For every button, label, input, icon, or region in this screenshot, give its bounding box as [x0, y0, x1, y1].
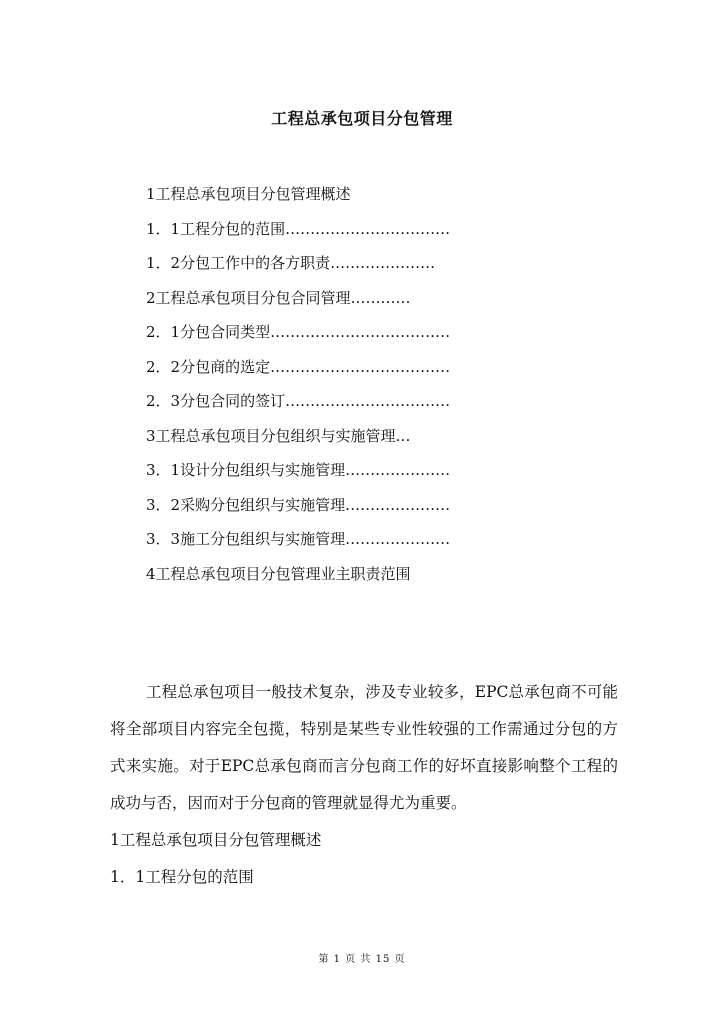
section-heading: 1工程总承包项目分包管理概述	[110, 831, 322, 849]
toc-entry: 4工程总承包项目分包管理业主职责范围	[146, 564, 411, 583]
toc-entry: 1工程总承包项目分包管理概述	[146, 185, 351, 203]
toc-entry: 3．2采购分包组织与实施管理…………………	[146, 495, 451, 514]
table-of-contents	[146, 181, 450, 595]
body-text	[110, 674, 618, 896]
subsection-heading: 1．1工程分包的范围	[110, 868, 254, 886]
toc-entry: 1．1工程分包的范围……………………………	[146, 219, 451, 238]
toc-entry: 3工程总承包项目分包组织与实施管理…	[146, 426, 411, 445]
toc-entry: 1．2分包工作中的各方职责…………………	[146, 254, 436, 272]
toc-entry: 2工程总承包项目分包合同管理…………	[146, 288, 411, 307]
toc-entry: 2．1分包合同类型………………………………	[146, 323, 451, 341]
toc-entry: 2．2分包商的选定………………………………	[146, 357, 451, 376]
page-footer: 第 1 页 共 15 页	[318, 954, 406, 965]
intro-paragraph: 工程总承包项目一般技术复杂，涉及专业较多，EPC总承包商不可能将全部项目内容完全包揽，特别是某些专业性较强的工作需通过分包的方式来实施。对于EPC总承包商而言分包商工作的好坏直接影响整个工程的成功与否，因而对于分包商的管理就显得尤为重要。	[110, 683, 618, 812]
toc-entry: 3．3施工分包组织与实施管理…………………	[146, 530, 451, 548]
toc-entry: 2．3分包合同的签订……………………………	[146, 392, 451, 410]
toc-entry: 3．1设计分包组织与实施管理…………………	[146, 461, 451, 479]
document-title: 工程总承包项目分包管理	[271, 109, 453, 128]
